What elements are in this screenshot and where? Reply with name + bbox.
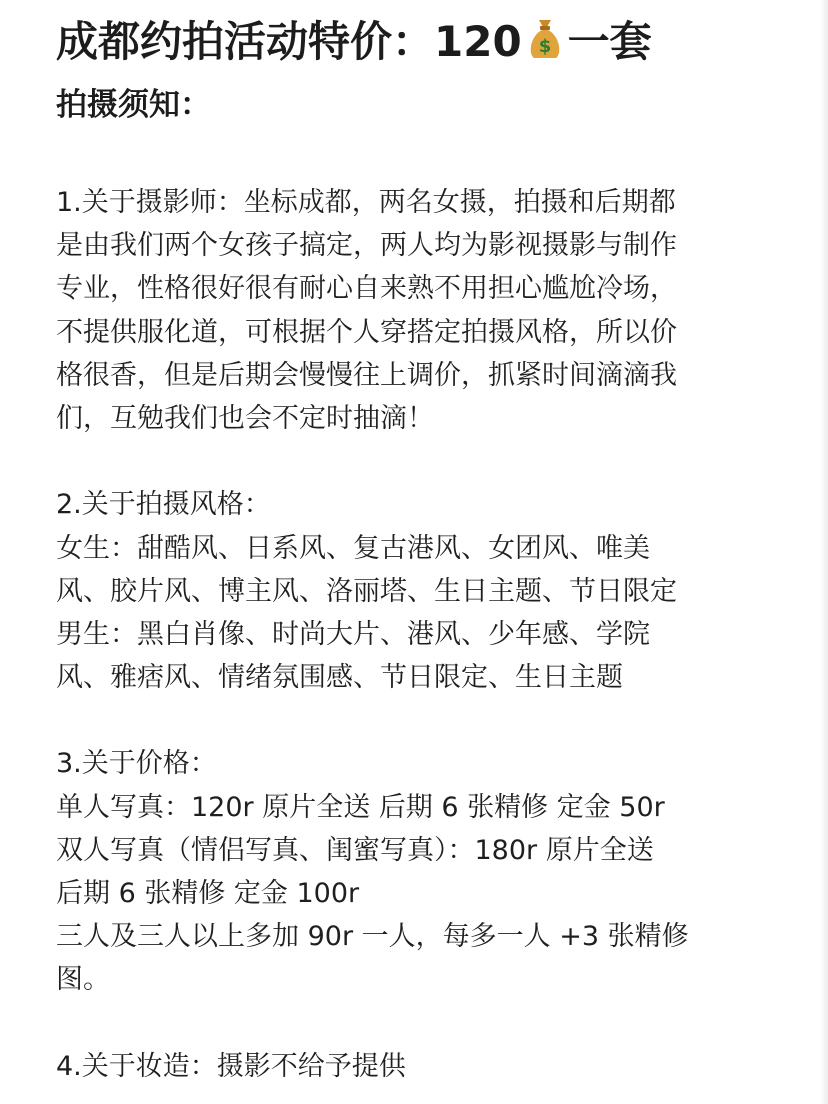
- text-line: 风、雅痞风、情绪氛围感、节日限定、生日主题: [56, 662, 623, 694]
- text-line: 双人写真（情侣写真、闺蜜写真）：180r 原片全送: [56, 834, 654, 866]
- paragraph-gap: [56, 440, 776, 483]
- svg-text:$: $: [538, 36, 551, 57]
- title-text: 成都约拍活动特价：120: [56, 17, 522, 66]
- text-line: 三人及三人以上多加 90r 一人，每多一人 +3 张精修: [56, 921, 689, 953]
- section-makeup: [56, 1045, 776, 1088]
- text-line: 风、胶片风、博主风、洛丽塔、生日主题、节日限定: [56, 575, 677, 607]
- page-edge-shadow: [820, 0, 828, 1104]
- section-heading: 2.关于拍摄风格：: [56, 489, 271, 521]
- page-title: [56, 12, 652, 76]
- paragraph-gap: [56, 699, 776, 742]
- section-photographer: [56, 181, 776, 440]
- text-line: 1.关于摄影师：坐标成都，两名女摄，拍摄和后期都: [56, 187, 676, 218]
- text-line: 单人写真：120r 原片全送 后期 6 张精修 定金 50r: [56, 791, 665, 823]
- text-line: 男生：黑白肖像、时尚大片、港风、少年感、学院: [56, 618, 650, 650]
- text-line: 女生：甜酷风、日系风、复古港风、女团风、唯美: [56, 532, 650, 564]
- page-subtitle: 拍摄须知：: [56, 87, 211, 123]
- text-line: 是由我们两个女孩子搞定，两人均为影视摄影与制作: [56, 230, 677, 262]
- text-line: 格很香，但是后期会慢慢往上调价，抓紧时间滴滴我: [56, 359, 677, 391]
- title-suffix: 一套: [567, 17, 652, 66]
- section-pricing: [56, 742, 776, 1001]
- section-styles: [56, 483, 776, 699]
- notice-body: [56, 181, 776, 1088]
- section-heading: 3.关于价格：: [56, 748, 217, 780]
- section-heading: 4.关于妆造：摄影不给予提供: [56, 1050, 406, 1082]
- text-line: 专业，性格很好很有耐心自来熟不用担心尴尬冷场，: [56, 273, 677, 305]
- paragraph-gap: [56, 1002, 776, 1045]
- text-line: 图。: [56, 964, 110, 996]
- money-bag-icon: [526, 16, 564, 76]
- text-line: 后期 6 张精修 定金 100r: [56, 878, 360, 909]
- text-line: 们，互勉我们也会不定时抽滴！: [56, 402, 434, 434]
- text-line: 不提供服化道，可根据个人穿搭定拍摄风格，所以价: [56, 316, 677, 348]
